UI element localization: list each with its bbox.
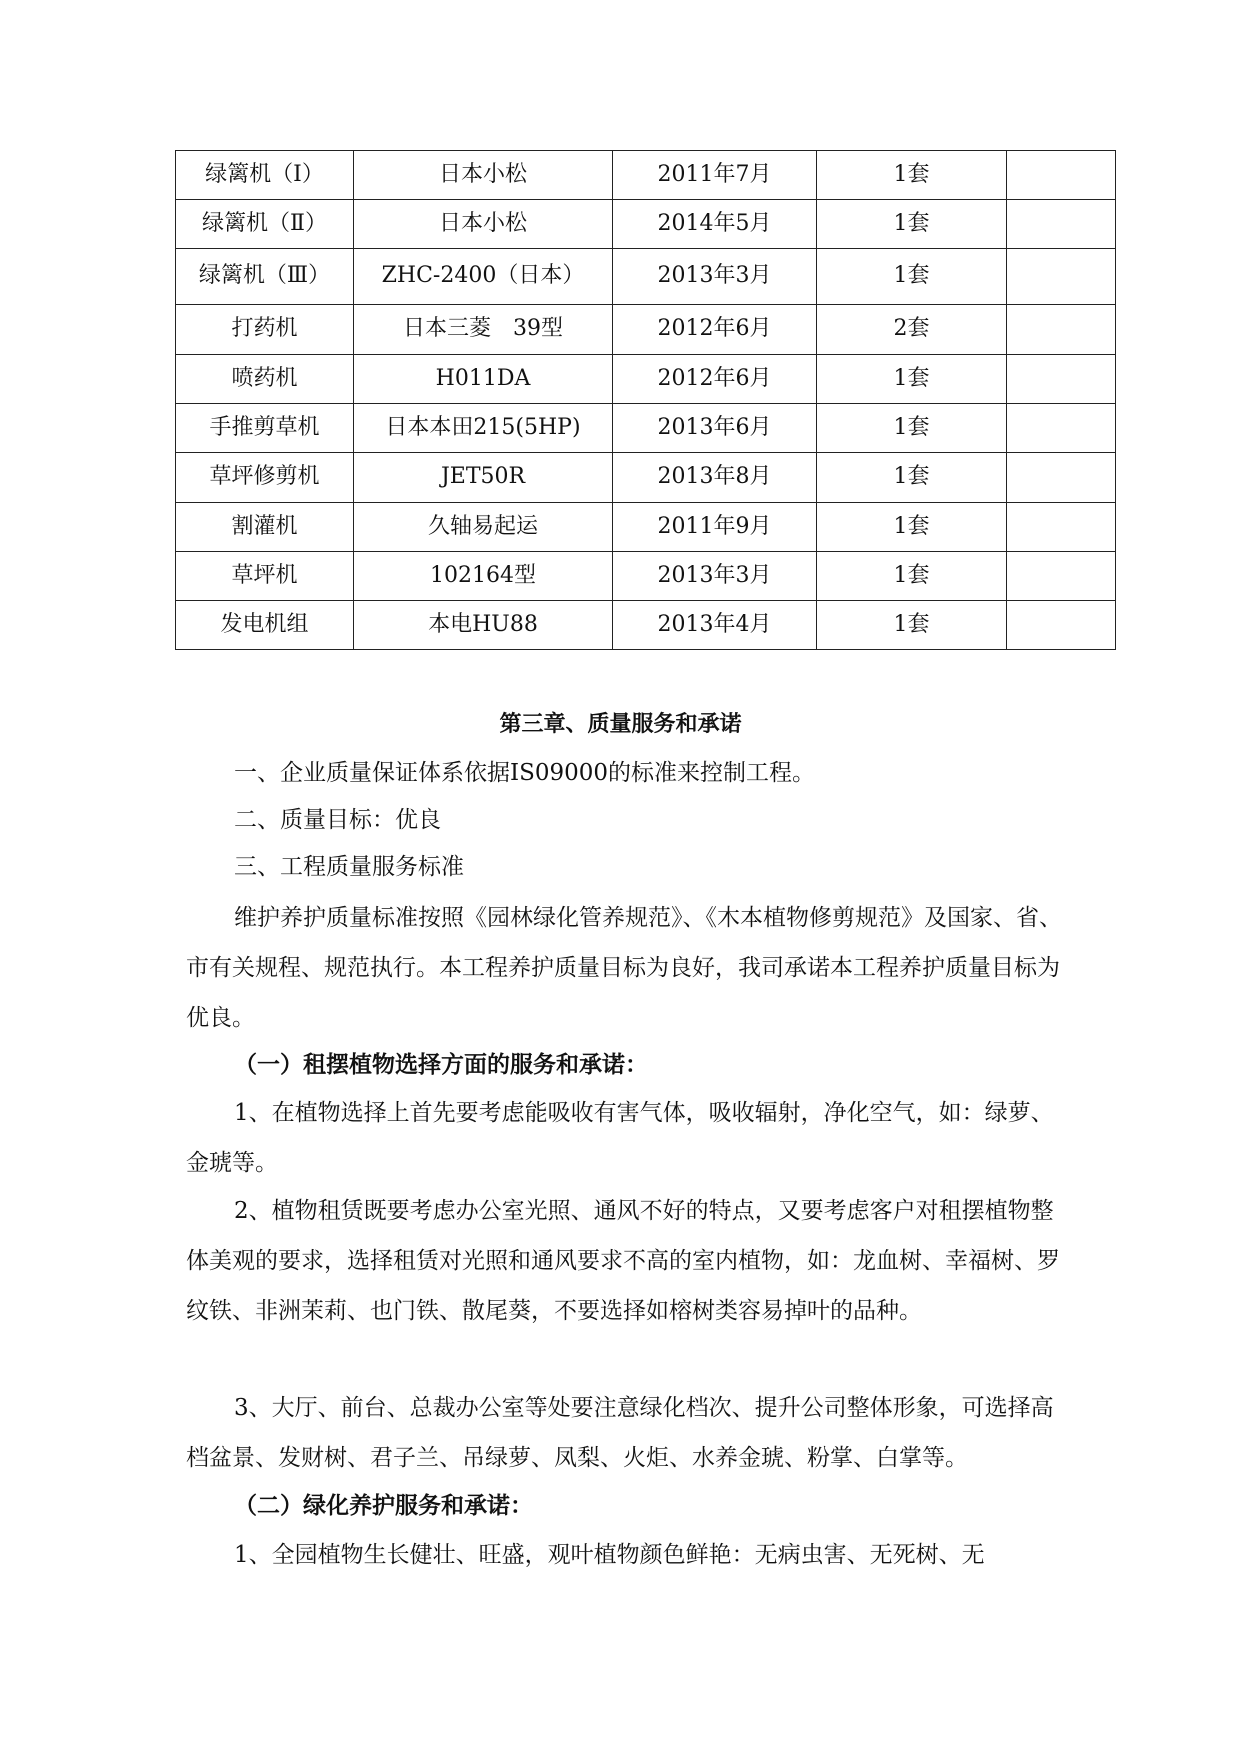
- quantity-cell: 1套: [817, 404, 1007, 453]
- remark-cell: [1007, 355, 1116, 404]
- date-cell: 2012年6月: [613, 305, 817, 355]
- equipment-name-cell: 割灌机: [176, 503, 354, 552]
- date-cell: 2012年6月: [613, 355, 817, 404]
- date-cell: 2013年4月: [613, 601, 817, 650]
- table-row: [176, 200, 1116, 249]
- table-row: [176, 249, 1116, 305]
- table-row: [176, 305, 1116, 355]
- paragraph: 1、全园植物生长健壮、旺盛，观叶植物颜色鲜艳：无病虫害、无死树、无: [234, 1542, 985, 1568]
- remark-cell: [1007, 404, 1116, 453]
- quantity-cell: 1套: [817, 453, 1007, 503]
- equipment-name-cell: 喷药机: [176, 355, 354, 404]
- date-cell: 2013年3月: [613, 552, 817, 601]
- quantity-cell: 1套: [817, 503, 1007, 552]
- quantity-cell: 1套: [817, 601, 1007, 650]
- section-heading: （一）租摆植物选择方面的服务和承诺：: [234, 1051, 648, 1078]
- date-cell: 2014年5月: [613, 200, 817, 249]
- table-row: [176, 601, 1116, 650]
- model-cell: JET50R: [354, 453, 613, 503]
- remark-cell: [1007, 503, 1116, 552]
- quantity-cell: 1套: [817, 151, 1007, 200]
- equipment-name-cell: 绿篱机（Ⅲ）: [176, 249, 354, 305]
- table-row: [176, 151, 1116, 200]
- remark-cell: [1007, 305, 1116, 355]
- model-cell: 日本三菱 39型: [354, 305, 613, 355]
- remark-cell: [1007, 200, 1116, 249]
- table-row: [176, 552, 1116, 601]
- quantity-cell: 1套: [817, 200, 1007, 249]
- date-cell: 2011年7月: [613, 151, 817, 200]
- date-cell: 2013年6月: [613, 404, 817, 453]
- model-cell: 久轴易起运: [354, 503, 613, 552]
- paragraph: 1、在植物选择上首先要考虑能吸收有害气体，吸收辐射，净化空气，如：绿萝、金琥等。: [186, 1100, 1054, 1176]
- paragraph: 二、质量目标：优良: [234, 807, 441, 833]
- remark-cell: [1007, 453, 1116, 503]
- quantity-cell: 2套: [817, 305, 1007, 355]
- paragraph: 维护养护质量标准按照《园林绿化管养规范》、《木本植物修剪规范》及国家、省、市有关规程、规范执行。本工程养护质量目标为良好，我司承诺本工程养护质量目标为优良。: [186, 905, 1062, 1031]
- remark-cell: [1007, 249, 1116, 305]
- model-cell: 本电HU88: [354, 601, 613, 650]
- equipment-name-cell: 发电机组: [176, 601, 354, 650]
- paragraph: 2、植物租赁既要考虑办公室光照、通风不好的特点，又要考虑客户对租摆植物整体美观的要求，选择租赁对光照和通风要求不高的室内植物，如：龙血树、幸福树、罗纹铁、非洲茉莉、也门铁、散尾葵，不要选择如榕树类容易掉叶的品种。: [186, 1198, 1060, 1324]
- model-cell: 102164型: [354, 552, 613, 601]
- model-cell: 日本本田215(5HP): [354, 404, 613, 453]
- date-cell: 2011年9月: [613, 503, 817, 552]
- equipment-name-cell: 打药机: [176, 305, 354, 355]
- model-cell: ZHC-2400（日本）: [354, 249, 613, 305]
- model-cell: 日本小松: [354, 151, 613, 200]
- table-row: [176, 355, 1116, 404]
- quantity-cell: 1套: [817, 249, 1007, 305]
- remark-cell: [1007, 552, 1116, 601]
- model-cell: 日本小松: [354, 200, 613, 249]
- equipment-name-cell: 绿篱机（Ⅰ）: [176, 151, 354, 200]
- table-row: [176, 404, 1116, 453]
- equipment-name-cell: 绿篱机（Ⅱ）: [176, 200, 354, 249]
- quantity-cell: 1套: [817, 552, 1007, 601]
- remark-cell: [1007, 151, 1116, 200]
- paragraph: 一、企业质量保证体系依据IS09000的标准来控制工程。: [234, 760, 816, 786]
- remark-cell: [1007, 601, 1116, 650]
- table-row: [176, 453, 1116, 503]
- quantity-cell: 1套: [817, 355, 1007, 404]
- section-heading: （二）绿化养护服务和承诺：: [234, 1492, 533, 1519]
- table-row: [176, 503, 1116, 552]
- equipment-table: [175, 150, 1116, 650]
- equipment-name-cell: 草坪机: [176, 552, 354, 601]
- chapter-title: 第三章、质量服务和承诺: [499, 711, 742, 737]
- date-cell: 2013年3月: [613, 249, 817, 305]
- date-cell: 2013年8月: [613, 453, 817, 503]
- paragraph: 三、工程质量服务标准: [234, 854, 464, 880]
- equipment-name-cell: 手推剪草机: [176, 404, 354, 453]
- model-cell: H011DA: [354, 355, 613, 404]
- paragraph: 3、大厅、前台、总裁办公室等处要注意绿化档次、提升公司整体形象，可选择高档盆景、发财树、君子兰、吊绿萝、凤梨、火炬、水养金琥、粉掌、白掌等。: [186, 1395, 1054, 1471]
- equipment-name-cell: 草坪修剪机: [176, 453, 354, 503]
